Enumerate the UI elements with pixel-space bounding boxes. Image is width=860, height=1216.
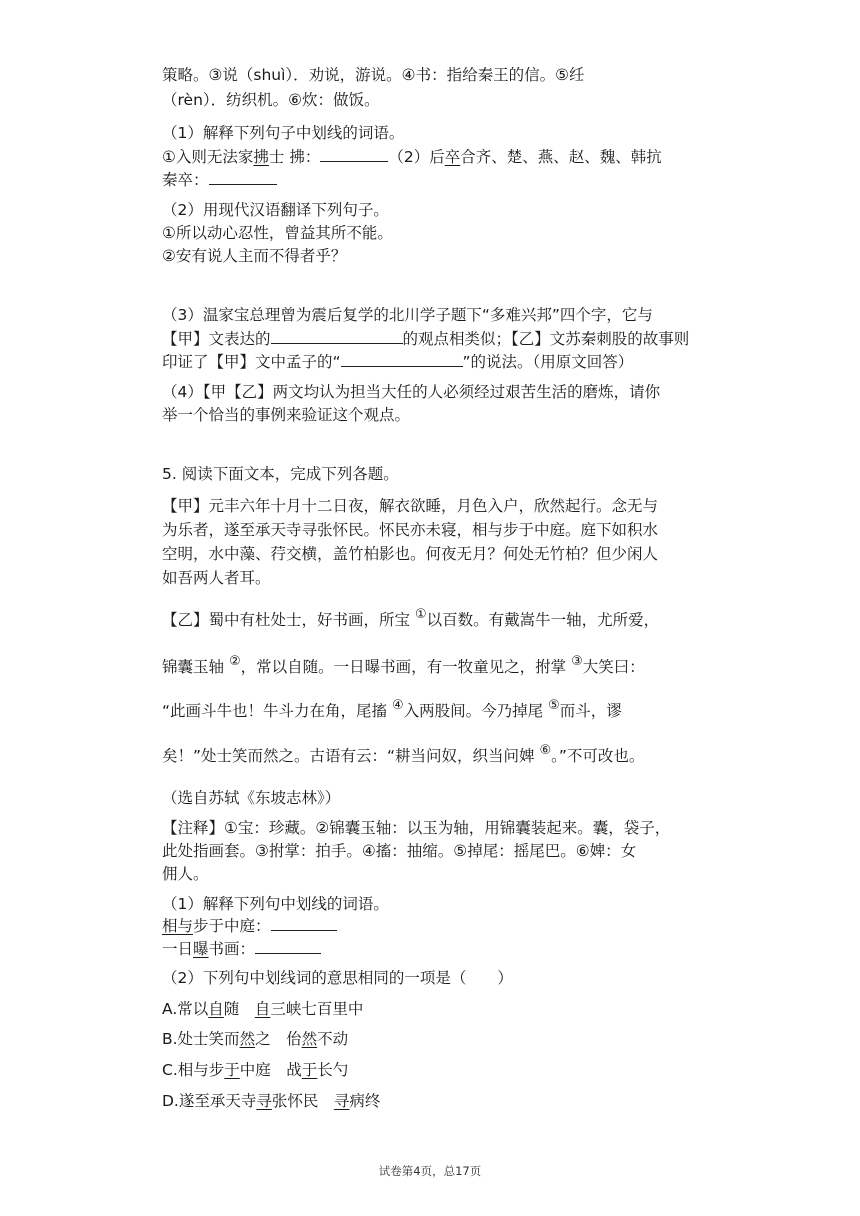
text: ①入则无法家 — [162, 148, 254, 166]
text: （2）后 — [388, 148, 445, 166]
text: 病终 — [349, 1092, 381, 1110]
text: 中庭 战 — [239, 1061, 302, 1079]
q4-part1-item-a — [162, 145, 662, 168]
q4-part3-line-3 — [162, 350, 633, 373]
q5-jia-line-4: 如吾两人者耳。 — [162, 569, 271, 587]
q5-part1-item-b — [162, 937, 321, 960]
q5-part1-prompt: （1）解释下列句中划线的词语。 — [162, 895, 389, 913]
text: 长勺 — [317, 1061, 349, 1079]
answer-blank[interactable] — [320, 145, 388, 162]
q5-notes-line-3: 佣人。 — [162, 865, 209, 883]
q4-part3-line-1: （3）温家宝总理曾为震后复学的北川学子题下“多难兴邦”四个字，它与 — [162, 306, 653, 324]
text: 张怀民 — [271, 1092, 334, 1110]
note-marker: ① — [414, 607, 427, 622]
note-marker: ⑥ — [539, 743, 552, 758]
text: “此画斗牛也！牛斗力在角，尾搐 — [162, 702, 388, 720]
text: ，常以自随。一日曝书画，有一牧童见之，拊掌 — [240, 658, 567, 676]
text: 大笑曰： — [582, 658, 645, 676]
text: 一日 — [162, 940, 194, 958]
notes-continued-line-1: 策略。③说（shuì）．劝说，游说。④书：指给秦王的信。⑤纴 — [162, 66, 585, 84]
text: C.相与步 — [162, 1061, 225, 1079]
q5-jia-line-3: 空明，水中藻、荇交横，盖竹柏影也。何夜无月？何处无竹柏？但少闲人 — [162, 545, 659, 563]
q4-part2-prompt: （2）用现代汉语翻译下列句子。 — [162, 201, 389, 219]
underlined-word: 于 — [301, 1061, 318, 1079]
q5-notes-line-1: 【注释】①宝：珍藏。②锦囊玉轴：以玉为轴，用锦囊装起来。囊，袋子， — [162, 819, 671, 837]
text: 矣！”处士笑而然之。古语有云：“耕当问奴，织当问婢 — [162, 747, 535, 765]
q4-part4-line-2: 举一个恰当的事例来验证这个观点。 — [162, 406, 411, 424]
text: 合齐、楚、燕、赵、魏、韩抗 — [460, 148, 662, 166]
text: 之 佁 — [255, 1030, 302, 1048]
answer-blank[interactable] — [271, 914, 337, 931]
q5-jia-line-2: 为乐者，遂至承天寺寻张怀民。怀民亦未寝，相与步于中庭。庭下如积水 — [162, 521, 659, 539]
underlined-word: 拂 — [253, 148, 269, 166]
note-marker: ④ — [391, 698, 404, 713]
q5-jia-line-1: 【甲】元丰六年十月十二日夜，解衣欲睡，月色入户，欣然起行。念无与 — [162, 497, 659, 515]
text: 锦囊玉轴 — [162, 658, 225, 676]
note-marker: ⑤ — [548, 698, 560, 713]
text: 书画： — [208, 940, 256, 958]
underlined-word: 寻 — [256, 1092, 272, 1110]
text: B.处士笑而 — [162, 1030, 240, 1048]
option-b[interactable] — [162, 1028, 348, 1050]
underlined-word: 自 — [208, 1000, 224, 1018]
underlined-word: 曝 — [193, 940, 209, 958]
text: 而斗，谬 — [559, 702, 622, 720]
q5-yi-line-4 — [162, 745, 644, 769]
text: 以百数。有戴嵩牛一轴，尤所爱， — [426, 611, 660, 629]
q4-part4-line-1: （4）【甲【乙】两文均认为担当大任的人必须经过艰苦生活的磨炼，请你 — [162, 383, 661, 401]
text: 。”不可改也。 — [551, 747, 645, 765]
underlined-word: 于 — [224, 1061, 240, 1079]
q4-part1-prompt: （1）解释下列句子中划线的词语。 — [162, 124, 405, 142]
q4-part3-line-2 — [162, 327, 689, 350]
answer-blank[interactable] — [341, 350, 463, 367]
page-footer: 试卷第4页，总17页 — [378, 1164, 482, 1178]
q4-part2-sentence-2: ②安有说人主而不得者乎？ — [162, 247, 347, 265]
underlined-word: 相与 — [162, 917, 194, 935]
q5-part1-item-a — [162, 914, 337, 937]
underlined-word: 卒 — [444, 148, 461, 166]
option-a[interactable] — [162, 998, 363, 1020]
text: 入两股间。今乃掉尾 — [403, 702, 544, 720]
text: 不动 — [317, 1030, 349, 1048]
note-marker: ② — [228, 654, 241, 669]
q5-yi-line-3 — [162, 700, 622, 724]
q5-heading: 5. 阅读下面文本，完成下列各题。 — [162, 465, 399, 483]
answer-blank[interactable] — [209, 168, 277, 185]
underlined-word: 自 — [254, 1000, 271, 1018]
q4-part1-item-b-line2 — [162, 168, 277, 191]
text: 【甲】文表达的 — [162, 330, 271, 348]
q5-notes-line-2: 此处指画套。③拊掌：拍手。④搐：抽缩。⑤掉尾：摇尾巴。⑥婢：女 — [162, 842, 637, 860]
q5-source: （选自苏轼《东坡志林》） — [162, 789, 341, 807]
q5-yi-line-1 — [162, 609, 659, 633]
text: ”的说法。（用原文回答） — [462, 353, 634, 371]
text: 印证了【甲】文中孟子的“ — [162, 353, 341, 371]
text: A.常以 — [162, 1000, 209, 1018]
text: 秦卒： — [162, 171, 209, 189]
q4-part2-sentence-1: ①所以动心忍性，曾益其所不能。 — [162, 224, 393, 242]
underlined-word: 然 — [239, 1030, 256, 1048]
text: 步于中庭： — [193, 917, 271, 935]
note-marker: ③ — [571, 654, 583, 669]
underlined-word: 然 — [301, 1030, 318, 1048]
text: 士 拂： — [268, 148, 321, 166]
text: 三峡七百里中 — [270, 1000, 364, 1018]
text: 随 — [223, 1000, 255, 1018]
q5-yi-line-2 — [162, 656, 645, 680]
text: 【乙】蜀中有杜处士，好书画，所宝 — [162, 611, 411, 629]
notes-continued-line-2: （rèn）．纺织机。⑥炊：做饭。 — [162, 91, 380, 109]
underlined-word: 寻 — [333, 1092, 350, 1110]
q5-part2-prompt: （2）下列句中划线词的意思相同的一项是（ ） — [162, 969, 513, 987]
answer-blank[interactable] — [255, 937, 321, 954]
option-d[interactable] — [162, 1090, 380, 1112]
text: 的观点相类似；【乙】文苏秦刺股的故事则 — [402, 330, 690, 348]
answer-blank[interactable] — [271, 327, 403, 344]
text: D.遂至承天寺 — [162, 1092, 257, 1110]
option-c[interactable] — [162, 1059, 348, 1081]
